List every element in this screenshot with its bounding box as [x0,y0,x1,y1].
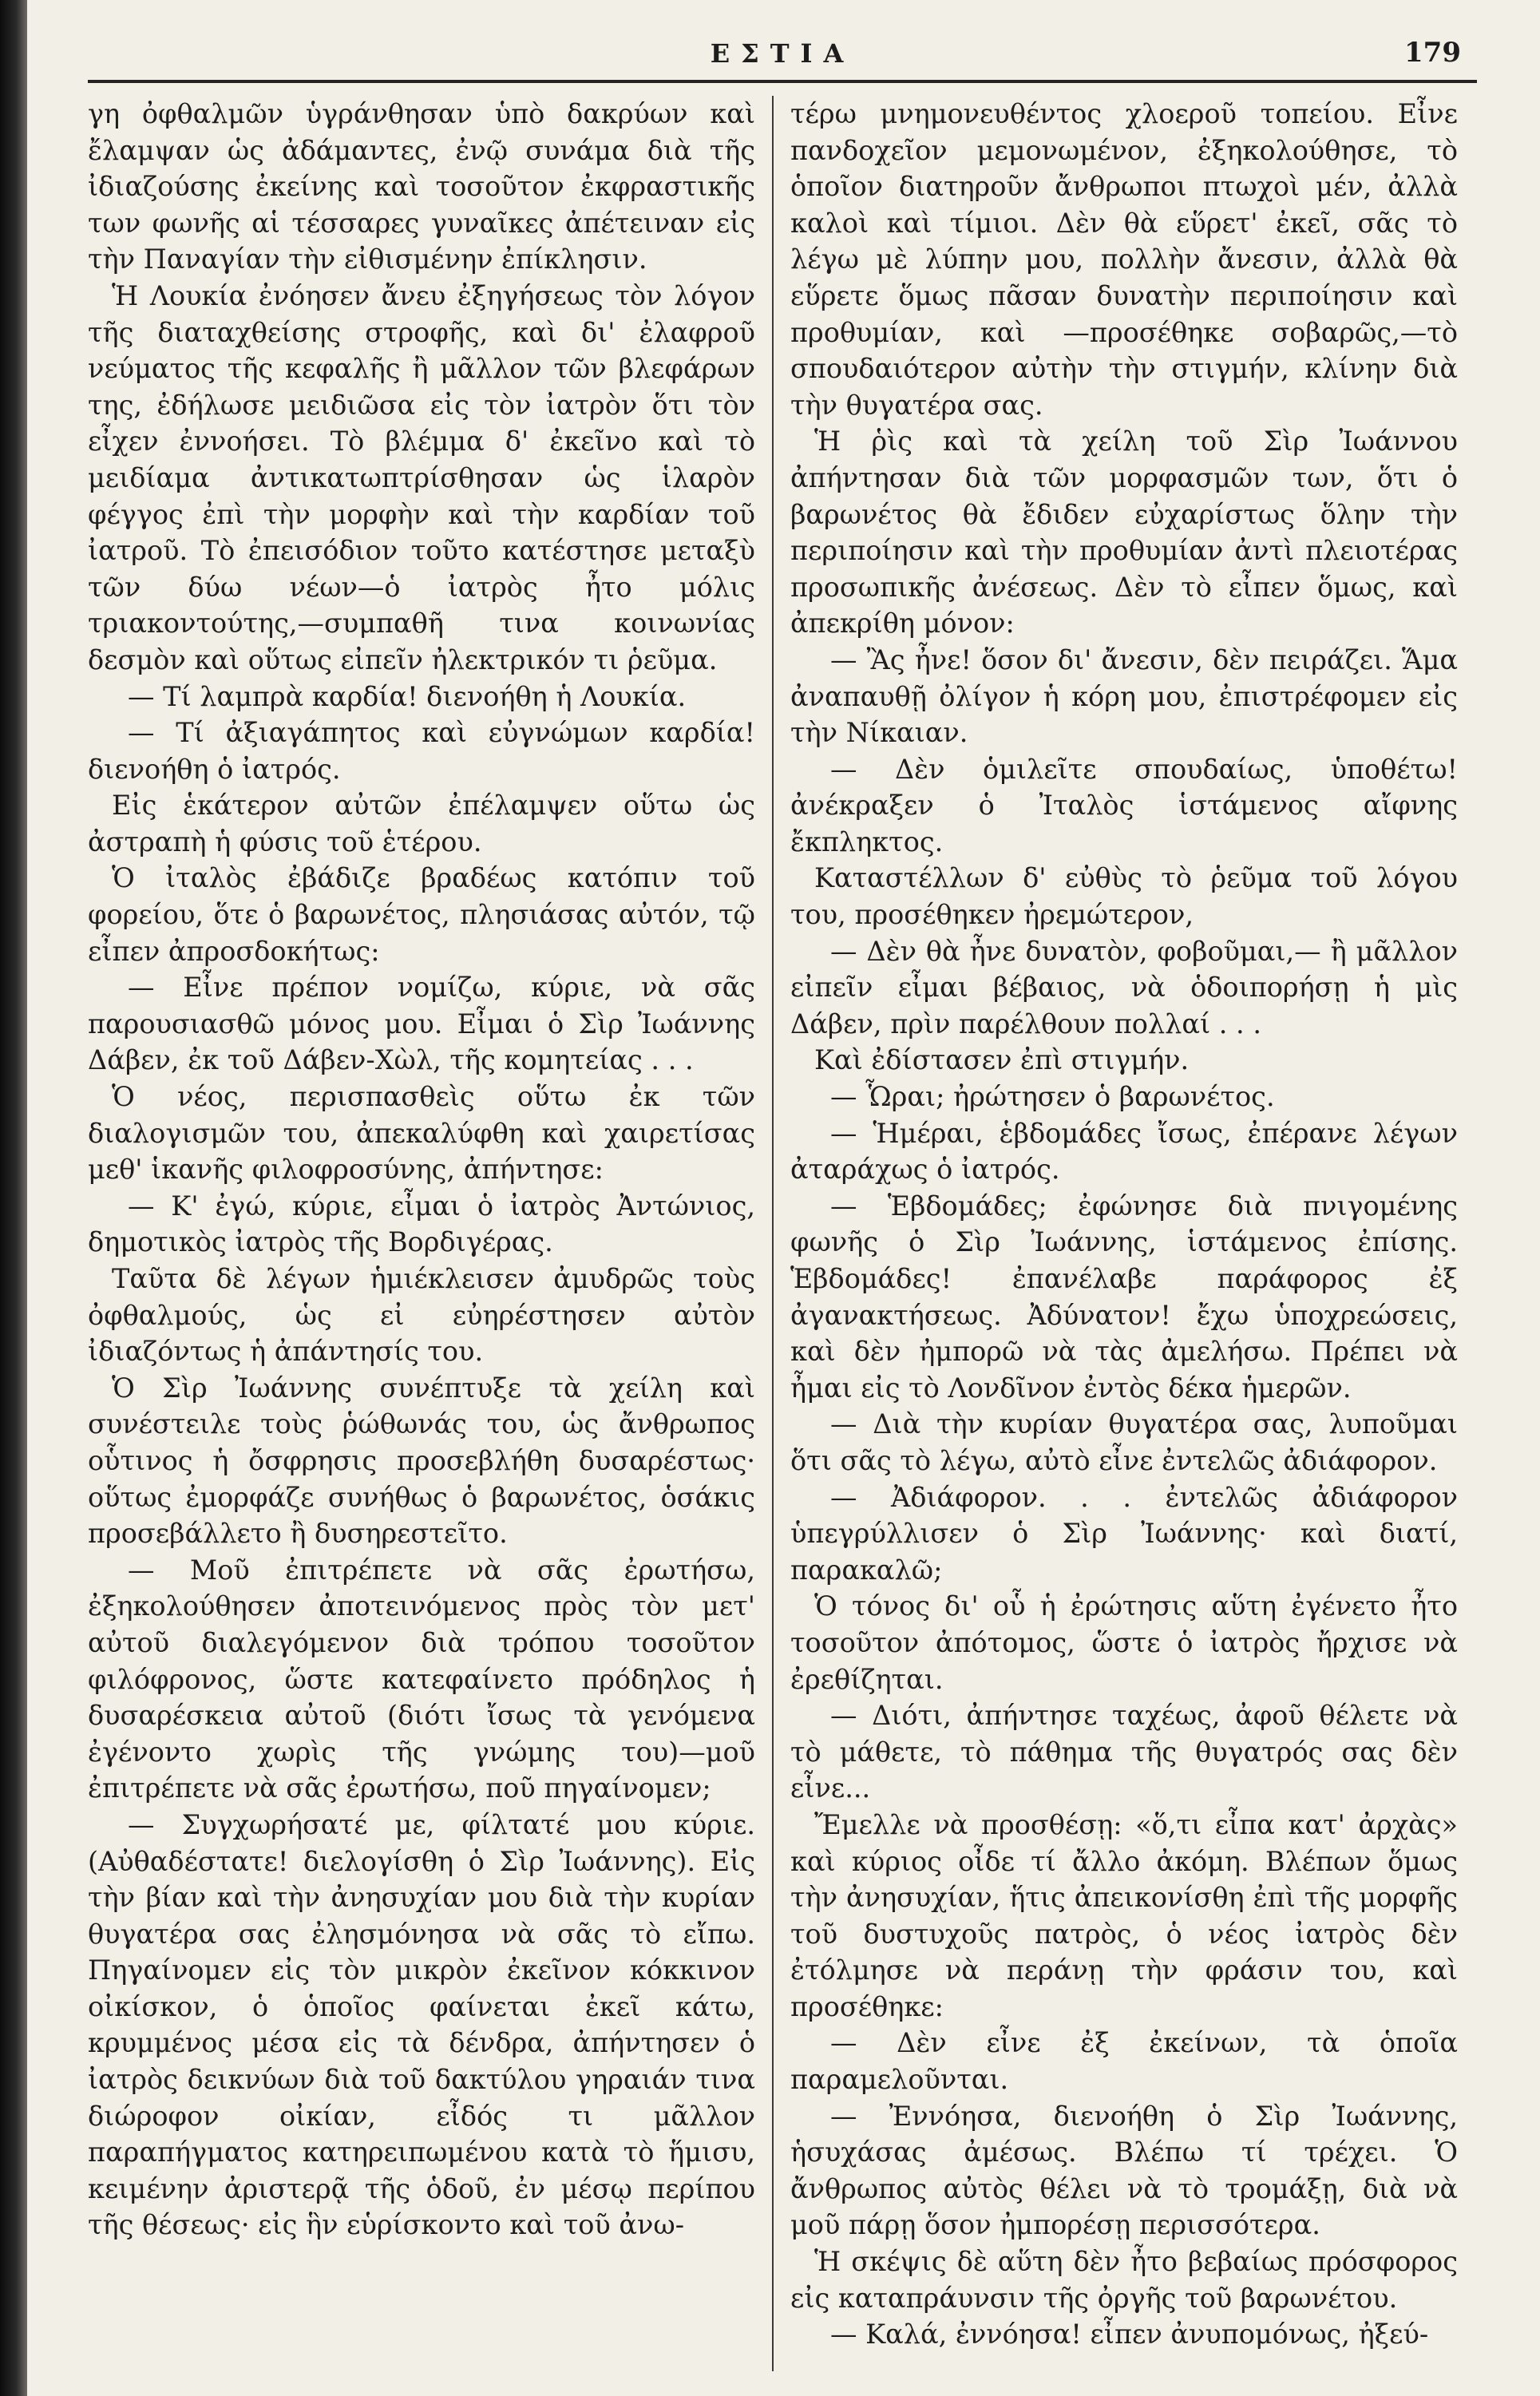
text-paragraph: Καταστέλλων δ' εὐθὺς τὸ ῥεῦμα τοῦ λόγου του, προσέθηκεν ἠρεμώτερον, [790,862,1458,931]
text-paragraph: Ἔμελλε νὰ προσθέσῃ: «ὅ,τι εἶπα κατ' ἀρχὰς» καὶ κύριος οἶδε τί ἄλλο ἀκόμη. Βλέπων ὅμως τὴν ἀνησυχίαν, ἥτις ἀπεικονίσθη ἐπὶ τῆς μορφῆς τοῦ δυστυχοῦς πατρὸς, ὁ νέος ἰατρὸς δὲν ἐτόλμησε νὰ περάνῃ τὴν φράσιν του, καὶ προσέθηκε: [790,1808,1458,2022]
dialogue-paragraph: — Συγχωρήσατέ με, φίλτατέ μου κύριε. (Αὐθαδέστατε! διελογίσθη ὁ Σὶρ Ἰωάννης). Εἰς τὴν βίαν καὶ τὴν ἀνησυχίαν μου διὰ τὴν κυρίαν θυγατέρα σας ἐλησμόνησα νὰ σᾶς τὸ εἴπω. Πηγαίνομεν εἰς τὸν μικρὸν ἐκεῖνον κόκκινον οἰκίσκον, ὁ ὁποῖος φαίνεται ἐκεῖ κάτω, κρυμμένος μέσα εἰς τὰ δένδρα, ἀπήντησεν ὁ ἰατρὸς δεικνύων διὰ τοῦ δακτύλου γηραιάν τινα διώροφον οἰκίαν, εἶδός τι μᾶλλον παραπήγματος κατηρειπωμένου κατὰ τὸ ἥμισυ, κειμένην ἀριστερᾷ τῆς ὁδοῦ, ἐν μέσῳ περίπου τῆς θέσεως· εἰς ἣν εὑρίσκοντο καὶ τοῦ ἀνω- [88,1808,755,2241]
text-paragraph: Ταῦτα δὲ λέγων ἡμιέκλεισεν ἀμυδρῶς τοὺς ὀφθαλμούς, ὡς εἰ εὐηρέστησεν αὐτὸν ἰδιαζόντως ἡ ἀπάντησίς του. [88,1263,755,1368]
newspaper-page [88,32,1493,2379]
dialogue-paragraph: — Ἐννόησα, διενοήθη ὁ Σὶρ Ἰωάννης, ἡσυχάσας ἀμέσως. Βλέπω τί τρέχει. Ὁ ἄνθρωπος αὐτὸς θέλει νὰ τὸ τρομάξῃ, διὰ νὰ μοῦ πάρῃ ὅσον ἠμπορέσῃ περισσότερα. [790,2100,1458,2241]
dialogue-paragraph: — Ἂς ἦνε! ὅσον δι' ἄνεσιν, δὲν πειράζει. Ἅμα ἀναπαυθῇ ὀλίγον ἡ κόρη μου, ἐπιστρέφομεν εἰς τὴν Νίκαιαν. [790,644,1458,749]
dialogue-paragraph: — Δὲν ὁμιλεῖτε σπουδαίως, ὑποθέτω! ἀνέκραξεν ὁ Ἰταλὸς ἱστάμενος αἴφνης ἔκπληκτος. [790,753,1458,857]
text-paragraph: Ἡ σκέψις δὲ αὕτη δὲν ἦτο βεβαίως πρόσφορος εἰς καταπράυνσιν τῆς ὀργῆς τοῦ βαρωνέτου. [790,2246,1458,2314]
page-header [88,32,1477,80]
text-paragraph: γη ὀφθαλμῶν ὑγράνθησαν ὑπὸ δακρύων καὶ ἔλαμψαν ὡς ἀδάμαντες, ἐνῷ συνάμα διὰ τῆς ἰδιαζούσης ἐκείνης καὶ τοσοῦτον ἐκφραστικῆς των φωνῆς αἱ τέσσαρες γυναῖκες ἀπέτειναν εἰς τὴν Παναγίαν τὴν εἰθισμένην ἐπίκλησιν. [88,98,755,275]
masthead-title: ΕΣΤΙΑ [710,38,855,69]
text-paragraph: Καὶ ἐδίστασεν ἐπὶ στιγμήν. [814,1044,1190,1076]
column-divider [772,96,774,2371]
dialogue-paragraph: — Ἑβδομάδες; ἐφώνησε διὰ πνιγομένης φωνῆς ὁ Σὶρ Ἰωάννης, ἱστάμενος ἐπίσης. Ἑβδομάδες! ἐπανέλαβε παράφορος ἐξ ἀγανακτήσεως. Ἀδύνατον! ἔχω ὑποχρεώσεις, καὶ δὲν ἠμπορῶ νὰ τὰς ἀμελήσω. Πρέπει νὰ ἦμαι εἰς τὸ Λονδῖνον ἐντὸς δέκα ἡμερῶν. [790,1190,1458,1404]
text-paragraph: Ἡ ῥὶς καὶ τὰ χείλη τοῦ Σὶρ Ἰωάννου ἀπήντησαν διὰ τῶν μορφασμῶν των, ὅτι ὁ βαρωνέτος θὰ ἔδιδεν εὐχαρίστως ὅλην τὴν περιποίησιν καὶ τὴν προθυμίαν ἀντὶ πλειοτέρας προσωπικῆς ἀνέσεως. Δὲν τὸ εἶπεν ὅμως, καὶ ἀπεκρίθη μόνον: [790,426,1458,640]
right-text-column [790,96,1458,2371]
dialogue-paragraph: — Μοῦ ἐπιτρέπετε νὰ σᾶς ἐρωτήσω, ἐξηκολούθησεν ἀποτεινόμενος πρὸς τὸν μετ' αὐτοῦ διαλεγόμενον διὰ τρόπου τοσοῦτον φιλόφρονος, ὥστε κατεφαίνετο πρόδηλος ἡ δυσαρέσκεια αὐτοῦ (διότι ἴσως τὰ γενόμενα ἐγένοντο χωρὶς τῆς γνώμης του)—μοῦ ἐπιτρέπετε νὰ σᾶς ἐρωτήσω, ποῦ πηγαίνομεν; [88,1554,755,1804]
dialogue-paragraph: — Κ' ἐγώ, κύριε, εἶμαι ὁ ἰατρὸς Ἀντώνιος, δημοτικὸς ἰατρὸς τῆς Βορδιγέρας. [88,1190,755,1258]
dialogue-paragraph: — Δὲν θὰ ἦνε δυνατὸν, φοβοῦμαι,— ἢ μᾶλλον εἰπεῖν εἶμαι βέβαιος, νὰ ὁδοιπορήσῃ ἡ μὶς Δάβεν, πρὶν παρέλθουν πολλαί . . . [790,935,1458,1040]
dialogue-paragraph: — Διότι, ἀπήντησε ταχέως, ἀφοῦ θέλετε νὰ τὸ μάθετε, τὸ πάθημα τῆς θυγατρός σας δὲν εἶνε... [790,1700,1458,1804]
dialogue-paragraph: — Εἶνε πρέπον νομίζω, κύριε, νὰ σᾶς παρουσιασθῶ μόνος μου. Εἶμαι ὁ Σὶρ Ἰωάννης Δάβεν, ἐκ τοῦ Δάβεν-Χὼλ, τῆς κομητείας . . . [88,972,755,1076]
dialogue-paragraph: — Ὧραι; ἠρώτησεν ὁ βαρωνέτος. [830,1081,1275,1113]
text-paragraph: Εἰς ἑκάτερον αὐτῶν ἐπέλαμψεν οὕτω ὡς ἀστραπὴ ἡ φύσις τοῦ ἑτέρου. [88,790,755,857]
dialogue-paragraph: — Δὲν εἶνε ἐξ ἐκείνων, τὰ ὁποῖα παραμελοῦνται. [790,2027,1458,2096]
text-paragraph: Ἡ Λουκία ἐνόησεν ἄνευ ἐξηγήσεως τὸν λόγον τῆς διαταχθείσης στροφῆς, καὶ δι' ἐλαφροῦ νεύματος τῆς κεφαλῆς ἢ μᾶλλον τῶν βλεφάρων της, ἐδήλωσε μειδιῶσα εἰς τὸν ἰατρὸν ὅτι τὸν εἶχεν ἐννοήσει. Τὸ βλέμμα δ' ἐκεῖνο καὶ τὸ μειδίαμα ἀντικατωπτρίσθησαν ὡς ἱλαρὸν φέγγος ἐπὶ τὴν μορφὴν καὶ τὴν καρδίαν τοῦ ἰατροῦ. Τὸ ἐπεισόδιον τοῦτο κατέστησε μεταξὺ τῶν δύω νέων—ὁ ἰατρὸς ἦτο μόλις τριακοντούτης,—συμπαθῆ τινα κοινωνίας δεσμὸν καὶ οὕτως εἰπεῖν ἠλεκτρικόν τι ῥεῦμα. [88,279,755,675]
dialogue-paragraph: — Ἀδιάφορον. . . ἐντελῶς ἀδιάφορον ὑπεγρύλλισεν ὁ Σὶρ Ἰωάννης· καὶ διατί, παρακαλῶ; [790,1481,1458,1586]
text-paragraph: Ὁ Σὶρ Ἰωάννης συνέπτυξε τὰ χείλη καὶ συνέστειλε τοὺς ῥώθωνάς του, ὡς ἄνθρωπος οὗτινος ἡ ὄσφρησις προσεβλήθη δυσαρέστως· οὕτως ἐμορφάζε συνήθως ὁ βαρωνέτος, ὁσάκις προσεβάλλετο ἢ δυσηρεστεῖτο. [88,1372,755,1550]
text-paragraph: Ὁ τόνος δι' οὗ ἡ ἐρώτησις αὕτη ἐγένετο ἦτο τοσοῦτον ἀπότομος, ὥστε ὁ ἰατρὸς ἤρχισε νὰ ἐρεθίζηται. [790,1590,1458,1695]
left-text-column [88,96,755,2371]
header-rule [88,80,1477,83]
text-paragraph: Ὁ νέος, περισπασθεὶς οὕτω ἐκ τῶν διαλογισμῶν του, ἀπεκαλύφθη καὶ χαιρετίσας μεθ' ἱκανῆς φιλοφροσύνης, ἀπήντησε: [88,1081,755,1186]
dialogue-paragraph: — Τί λαμπρὰ καρδία! διενοήθη ἡ Λουκία. [128,680,687,712]
dialogue-paragraph: — Τί ἀξιαγάπητος καὶ εὐγνώμων καρδία! διενοήθη ὁ ἰατρός. [88,717,755,785]
page-number: 179 [1404,37,1461,69]
text-paragraph: τέρω μνημονευθέντος χλοεροῦ τοπείου. Εἶνε πανδοχεῖον μεμονωμένον, ἐξηκολούθησε, τὸ ὁποῖον διατηροῦν ἄνθρωποι πτωχοὶ μέν, ἀλλὰ καλοὶ καὶ τίμιοι. Δὲν θὰ εὕρετ' ἐκεῖ, σᾶς τὸ λέγω μὲ λύπην μου, πολλὴν ἄνεσιν, ἀλλὰ θὰ εὕρετε ὅμως πᾶσαν δυνατὴν περιποίησιν καὶ προθυμίαν, καὶ —προσέθηκε σοβαρῶς,—τὸ σπουδαιότερον αὐτὴν τὴν στιγμήν, κλίνην διὰ τὴν θυγατέρα σας. [790,98,1458,421]
dialogue-paragraph: — Διὰ τὴν κυρίαν θυγατέρα σας, λυποῦμαι ὅτι σᾶς τὸ λέγω, αὐτὸ εἶνε ἐντελῶς ἀδιάφορον. [790,1408,1458,1476]
dialogue-paragraph: — Ἡμέραι, ἑβδομάδες ἴσως, ἐπέρανε λέγων ἀταράχως ὁ ἰατρός. [790,1117,1458,1186]
book-binding-edge [0,0,27,2396]
dialogue-paragraph: — Καλά, ἐννόησα! εἶπεν ἀνυπομόνως, ἠξεύ- [830,2319,1429,2350]
text-paragraph: Ὁ ἰταλὸς ἐβάδιζε βραδέως κατόπιν τοῦ φορείου, ὅτε ὁ βαρωνέτος, πλησιάσας αὐτόν, τῷ εἶπεν ἀπροσδοκήτως: [88,862,755,967]
